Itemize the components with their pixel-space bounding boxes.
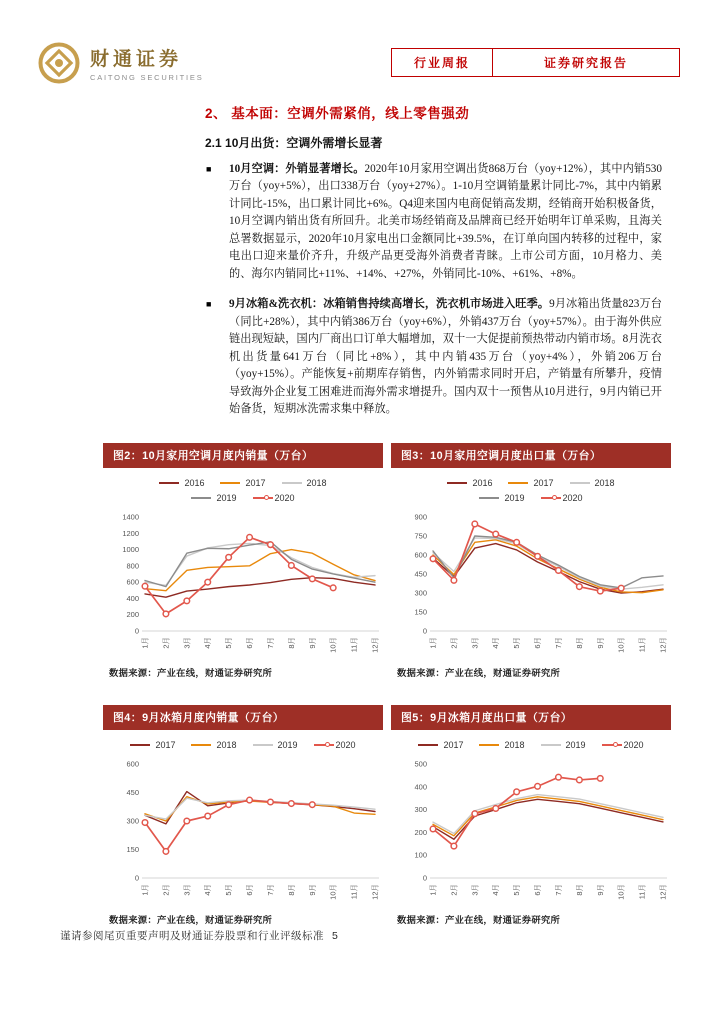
svg-text:1月: 1月	[140, 636, 150, 649]
report-category-badge: 证券研究报告	[492, 48, 680, 77]
svg-text:12月: 12月	[370, 883, 380, 900]
svg-text:3月: 3月	[182, 883, 192, 896]
svg-text:150: 150	[126, 844, 139, 854]
subsection-title: 2.1 10月出货：空调外需增长显著	[205, 136, 383, 150]
svg-text:10月: 10月	[616, 883, 626, 900]
chart-legend	[103, 730, 383, 752]
svg-text:0: 0	[422, 873, 427, 883]
bullet-text: 9月冰箱出货量823万台（同比+28%），其中内销386万台（yoy+6%），外销437万台（yoy+57%）。由于海外供应链出现短缺，国内厂商出口订单大幅增加，双十一大促提前预热带动内销市场。8月洗衣机出货量641万台（同比+8%），其中内销435万台（yoy+4%），外销206万台（yoy+15%）。产能恢复+前期库存销售，内外销需求同时开启，产销量有所攀升，疫情导致海外企业复工困难进而海外需求增提升。国内双十一预售从10月进行，9月内销已开始备货，短期冰洗需求集中释放。	[229, 298, 662, 416]
legend-item-2019	[253, 740, 298, 750]
svg-text:7月: 7月	[265, 636, 275, 649]
line-chart	[391, 507, 671, 661]
legend-label: 2020	[274, 492, 295, 503]
legend-item-2019	[191, 493, 236, 503]
svg-text:600: 600	[414, 550, 427, 560]
legend-label: 2019	[277, 739, 298, 750]
legend-item-2020	[253, 493, 295, 503]
svg-text:0: 0	[422, 626, 427, 636]
main-content	[205, 102, 662, 419]
svg-text:400: 400	[126, 593, 139, 603]
svg-text:4月: 4月	[203, 883, 213, 896]
legend-swatch	[191, 744, 211, 746]
svg-text:300: 300	[414, 804, 427, 814]
svg-text:5月: 5月	[224, 636, 234, 649]
legend-swatch	[447, 482, 467, 484]
chart-legend	[391, 730, 671, 752]
legend-marker-dot	[552, 495, 557, 500]
svg-text:6月: 6月	[245, 883, 255, 896]
svg-text:2月: 2月	[161, 636, 171, 649]
legend-swatch	[418, 744, 438, 746]
legend-item-2018	[479, 740, 524, 750]
svg-text:450: 450	[414, 569, 427, 579]
svg-text:750: 750	[414, 531, 427, 541]
svg-text:12月: 12月	[370, 636, 380, 653]
svg-text:2月: 2月	[449, 636, 459, 649]
legend-item-2018	[570, 478, 615, 488]
bullet-paragraph-fridge	[205, 296, 662, 418]
svg-text:8月: 8月	[286, 636, 296, 649]
chart-card-fig4	[103, 705, 383, 926]
legend-item-2018	[282, 478, 327, 488]
svg-text:1月: 1月	[428, 883, 438, 896]
legend-swatch	[314, 744, 334, 746]
legend-item-2016	[447, 478, 492, 488]
svg-text:450: 450	[126, 787, 139, 797]
svg-text:6月: 6月	[533, 636, 543, 649]
svg-text:5月: 5月	[512, 636, 522, 649]
legend-label: 2020	[335, 739, 356, 750]
svg-text:300: 300	[126, 816, 139, 826]
svg-text:600: 600	[126, 759, 139, 769]
legend-swatch	[508, 482, 528, 484]
svg-text:10月: 10月	[328, 883, 338, 900]
legend-swatch	[191, 497, 211, 499]
svg-text:1月: 1月	[140, 883, 150, 896]
legend-label: 2018	[306, 477, 327, 488]
svg-text:11月: 11月	[637, 883, 647, 899]
svg-text:9月: 9月	[307, 883, 317, 896]
legend-label: 2017	[443, 739, 464, 750]
chart-title: 图5：9月冰箱月度出口量（万台）	[391, 705, 671, 730]
legend-label: 2018	[216, 739, 237, 750]
chart-title: 图3：10月家用空调月度出口量（万台）	[391, 443, 671, 468]
legend-marker-dot	[613, 742, 618, 747]
legend-swatch	[541, 744, 561, 746]
page-header	[0, 0, 724, 86]
chart-source: 数据来源：产业在线，财通证券研究所	[109, 914, 273, 925]
svg-text:5月: 5月	[512, 883, 522, 896]
svg-text:4月: 4月	[491, 883, 501, 896]
legend-swatch	[253, 497, 273, 499]
svg-text:10月: 10月	[328, 636, 338, 653]
svg-text:900: 900	[414, 512, 427, 522]
bullet-text: 2020年10月家用空调出货868万台（yoy+12%），其中内销530万台（yoy+5%），出口338万台（yoy+27%）。1-10月空调销量累计同比-7%，其中内销累计同比-15%，出口累计同比+6%。Q4迎来国内电商促销高发期，经销商开始积极备货，10月空调内销出货有所回升。北美市场经销商及品牌商已经开始明年订单采购，且海关总署数据显示，2020年10月家电出口金额同比+39.5%，在订单向国内转移的过程中，家电出口迎来量价齐升，升级产品更受海外消费者青睐。上市公司方面，10月格力、美的、海尔内销同比+11%、+14%、+27%，外销同比-10%、+61%、+8%。	[229, 163, 662, 280]
svg-text:12月: 12月	[658, 636, 668, 653]
charts-grid	[103, 443, 670, 926]
legend-item-2020	[541, 493, 583, 503]
legend-swatch	[602, 744, 622, 746]
svg-text:3月: 3月	[182, 636, 192, 649]
report-badges	[391, 48, 680, 77]
svg-text:200: 200	[126, 609, 139, 619]
footer-disclaimer	[60, 928, 664, 943]
svg-text:2月: 2月	[449, 883, 459, 896]
svg-text:9月: 9月	[307, 636, 317, 649]
legend-label: 2016	[184, 477, 205, 488]
svg-text:1000: 1000	[122, 544, 139, 554]
legend-label: 2019	[504, 492, 525, 503]
svg-text:100: 100	[414, 850, 427, 860]
legend-swatch	[479, 497, 499, 499]
legend-label: 2019	[216, 492, 237, 503]
chart-card-fig2	[103, 443, 383, 679]
svg-text:7月: 7月	[265, 883, 275, 896]
legend-swatch	[479, 744, 499, 746]
company-logo	[36, 40, 204, 86]
bullet-lead: 9月冰箱&洗衣机：冰箱销售持续高增长，洗衣机市场进入旺季。	[229, 298, 550, 311]
chart-card-fig5	[391, 705, 671, 926]
legend-label: 2019	[565, 739, 586, 750]
report-type-badge: 行业周报	[391, 48, 493, 77]
svg-text:6月: 6月	[245, 636, 255, 649]
legend-label: 2017	[533, 477, 554, 488]
svg-text:300: 300	[414, 588, 427, 598]
svg-text:200: 200	[414, 827, 427, 837]
legend-swatch	[159, 482, 179, 484]
legend-item-2017	[220, 478, 265, 488]
chart-title: 图2：10月家用空调月度内销量（万台）	[103, 443, 383, 468]
legend-item-2020	[314, 740, 356, 750]
section-title: 2、 基本面：空调外需紧俏，线上零售强劲	[205, 106, 470, 121]
disclaimer-text: 谨请参阅尾页重要声明及财通证券股票和行业评级标准	[60, 930, 324, 942]
svg-text:12月: 12月	[658, 883, 668, 900]
svg-text:8月: 8月	[286, 883, 296, 896]
legend-marker-dot	[264, 495, 269, 500]
legend-item-2018	[191, 740, 236, 750]
legend-item-2017	[508, 478, 553, 488]
svg-text:800: 800	[126, 560, 139, 570]
svg-text:7月: 7月	[553, 636, 563, 649]
chart-source: 数据来源：产业在线，财通证券研究所	[397, 667, 561, 678]
logo-title: 财通证券	[90, 49, 183, 70]
svg-text:10月: 10月	[616, 636, 626, 653]
chart-source: 数据来源：产业在线，财通证券研究所	[397, 914, 561, 925]
svg-text:4月: 4月	[203, 636, 213, 649]
svg-text:150: 150	[414, 607, 427, 617]
svg-text:5月: 5月	[224, 883, 234, 896]
legend-label: 2016	[472, 477, 493, 488]
svg-text:600: 600	[126, 577, 139, 587]
svg-text:400: 400	[414, 781, 427, 791]
svg-text:3月: 3月	[470, 636, 480, 649]
line-chart	[391, 754, 671, 908]
svg-text:1月: 1月	[428, 636, 438, 649]
svg-text:2月: 2月	[161, 883, 171, 896]
legend-marker-dot	[325, 742, 330, 747]
line-chart	[103, 754, 383, 908]
legend-label: 2018	[504, 739, 525, 750]
svg-text:1400: 1400	[122, 512, 139, 522]
svg-text:0: 0	[134, 873, 139, 883]
legend-swatch	[570, 482, 590, 484]
svg-text:11月: 11月	[349, 636, 359, 652]
chart-source: 数据来源：产业在线，财通证券研究所	[109, 667, 273, 678]
legend-item-2019	[541, 740, 586, 750]
svg-text:500: 500	[414, 759, 427, 769]
legend-label: 2020	[623, 739, 644, 750]
legend-item-2017	[418, 740, 463, 750]
legend-item-2019	[479, 493, 524, 503]
bullet-paragraph-ac	[205, 161, 662, 283]
chart-card-fig3	[391, 443, 671, 679]
svg-text:0: 0	[134, 626, 139, 636]
svg-text:1200: 1200	[122, 528, 139, 538]
chart-title: 图4：9月冰箱月度内销量（万台）	[103, 705, 383, 730]
chart-legend	[391, 468, 671, 505]
svg-text:11月: 11月	[637, 636, 647, 652]
legend-swatch	[253, 744, 273, 746]
legend-label: 2020	[562, 492, 583, 503]
svg-text:4月: 4月	[491, 636, 501, 649]
legend-label: 2017	[245, 477, 266, 488]
caitong-logo-icon	[36, 40, 82, 86]
svg-text:6月: 6月	[533, 883, 543, 896]
legend-item-2016	[159, 478, 204, 488]
legend-item-2017	[130, 740, 175, 750]
svg-text:8月: 8月	[574, 883, 584, 896]
svg-text:9月: 9月	[595, 636, 605, 649]
legend-swatch	[130, 744, 150, 746]
svg-text:3月: 3月	[470, 883, 480, 896]
svg-text:7月: 7月	[553, 883, 563, 896]
legend-label: 2018	[594, 477, 615, 488]
legend-swatch	[541, 497, 561, 499]
page-number: 5	[332, 930, 339, 942]
svg-text:8月: 8月	[574, 636, 584, 649]
legend-swatch	[282, 482, 302, 484]
svg-text:11月: 11月	[349, 883, 359, 899]
legend-label: 2017	[155, 739, 176, 750]
legend-item-2020	[602, 740, 644, 750]
line-chart	[103, 507, 383, 661]
chart-legend	[103, 468, 383, 505]
logo-subtitle: CAITONG SECURITIES	[90, 73, 204, 82]
bullet-lead: 10月空调：外销显著增长。	[229, 163, 365, 175]
logo-text	[90, 44, 204, 82]
svg-text:9月: 9月	[595, 883, 605, 896]
legend-swatch	[220, 482, 240, 484]
